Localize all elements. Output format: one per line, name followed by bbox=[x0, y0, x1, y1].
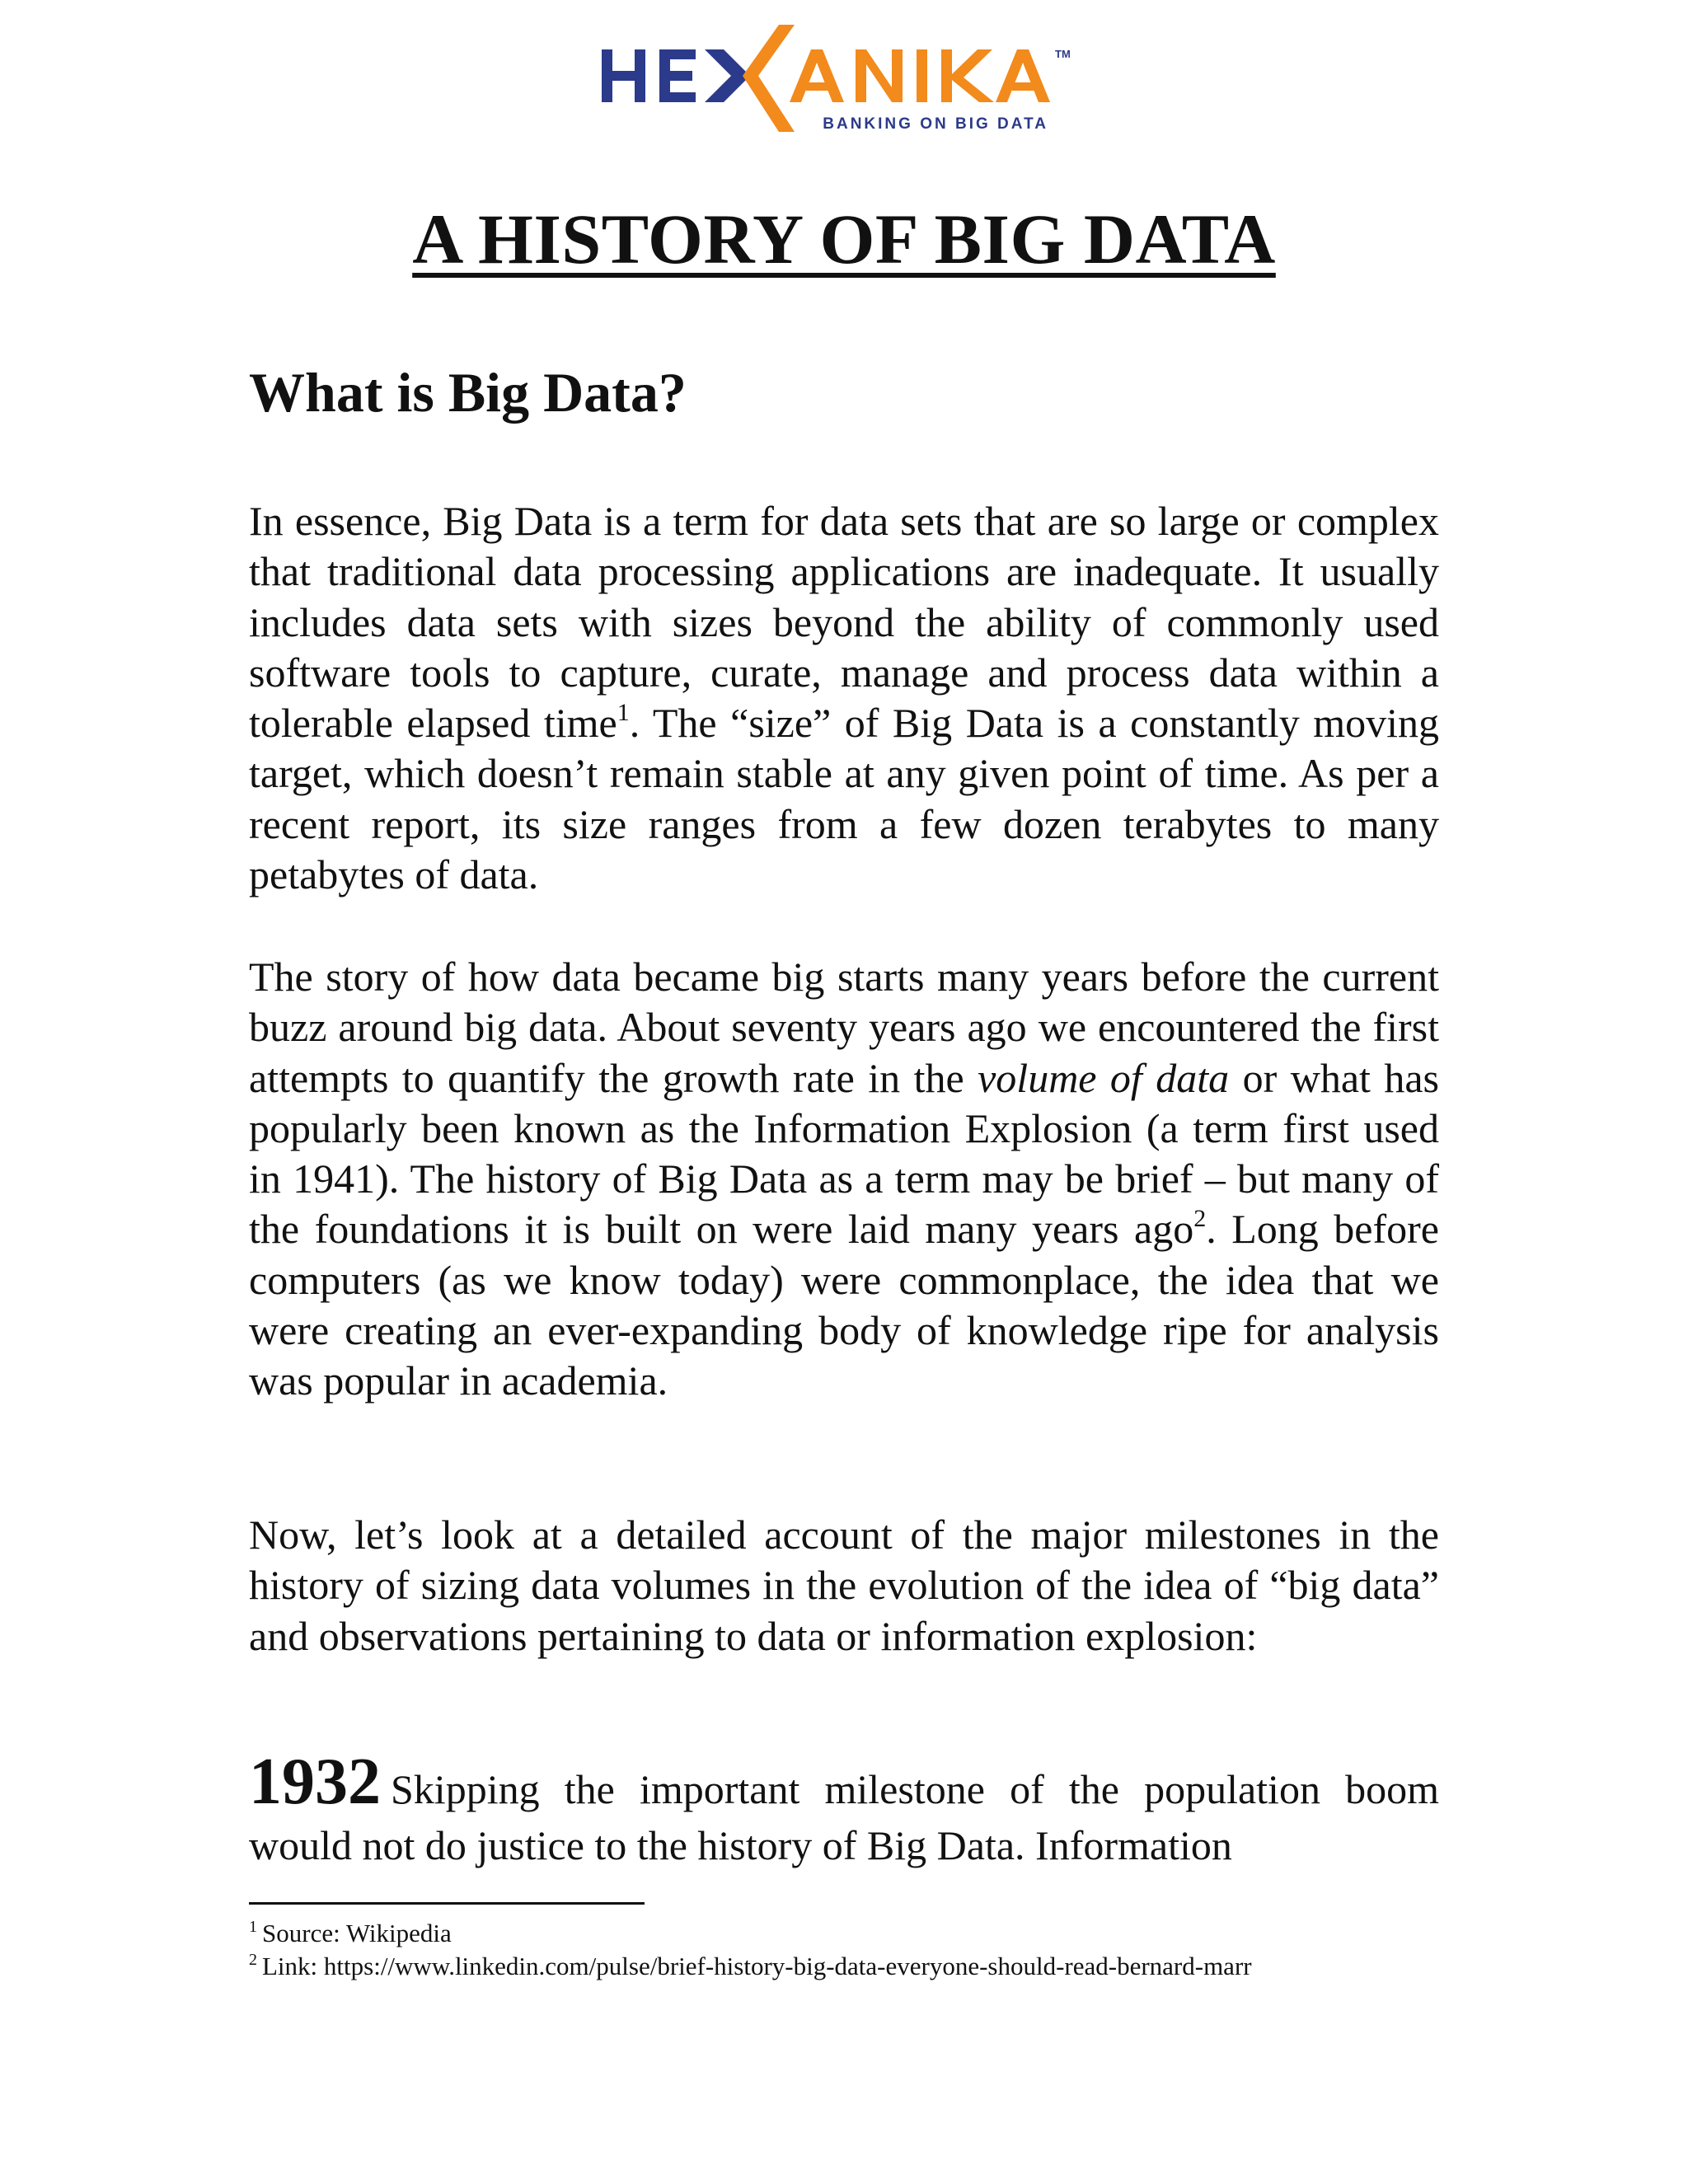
footnote-2 bbox=[249, 1950, 1485, 1983]
paragraph2-text-a: The story of how data became big starts many years before the current buzz around big data. About seventy years ago we encountered the first attempts to quantify the growth rate in the bbox=[249, 954, 1439, 1101]
section-heading: What is Big Data? bbox=[249, 361, 687, 424]
logo-tagline: BANKING ON BIG DATA bbox=[823, 115, 1048, 133]
trademark-mark: TM bbox=[1055, 48, 1071, 60]
hexanika-logo-graphic bbox=[593, 25, 1104, 148]
footnote-number: 1 bbox=[249, 1918, 257, 1936]
document-title-text: A HISTORY OF BIG DATA bbox=[412, 199, 1276, 279]
paragraph2-text-b: or what has popularly been known as the Information Explosion (a term first used in 1941). The history of Big Data as a term may be brief – but many of the foundations it is built on were laid many years ago bbox=[249, 1054, 1439, 1253]
footnote-number: 2 bbox=[249, 1951, 257, 1969]
footnotes bbox=[249, 1917, 1485, 1983]
paragraph2-italic-phrase: volume of data bbox=[978, 1054, 1230, 1101]
hexanika-logo bbox=[0, 25, 1688, 148]
paragraph-story-of-data bbox=[249, 952, 1439, 1407]
paragraph-what-is-big-data bbox=[249, 496, 1439, 900]
milestone-text: Skipping the important milestone of the population boom would not do justice to the history of Big Data. Information bbox=[249, 1766, 1439, 1868]
paragraph1-text-b: . The “size” of Big Data is a constantly moving target, which doesn’t remain stable at any given point of time. As per a recent report, its size ranges from a few dozen terabytes to many petabytes of data. bbox=[249, 700, 1439, 898]
paragraph2-text-c: . Long before computers (as we know today) were commonplace, the idea that we were creating an ever-expanding body of knowledge ripe for analysis was popular in academia. bbox=[249, 1206, 1439, 1404]
milestone-year: 1932 bbox=[249, 1746, 381, 1818]
footnote-1 bbox=[249, 1917, 1485, 1950]
footnote-ref-1: 1 bbox=[617, 699, 630, 727]
paragraph1-text-a: In essence, Big Data is a term for data sets that are so large or complex that traditional data processing applications are inadequate. It usually includes data sets with sizes beyond the ability of commonly used software tools to capture, curate, manage and process data within a tolerable elapsed time bbox=[249, 498, 1439, 747]
footnote-ref-2: 2 bbox=[1193, 1205, 1207, 1233]
document-title bbox=[0, 198, 1688, 280]
footnote-text: Source: Wikipedia bbox=[262, 1919, 452, 1947]
paragraph-milestones-intro: Now, let’s look at a detailed account of the major milestones in the history of sizing data volumes in the evolution of the idea of “big data” and observations pertaining to data or information explosion: bbox=[249, 1511, 1439, 1659]
footnote-divider bbox=[249, 1902, 645, 1905]
footnote-link-text: Link: https://www.linkedin.com/pulse/brief-history-big-data-everyone-should-read-bernard-marr bbox=[262, 1952, 1252, 1980]
milestone-entry bbox=[249, 1746, 1439, 1873]
